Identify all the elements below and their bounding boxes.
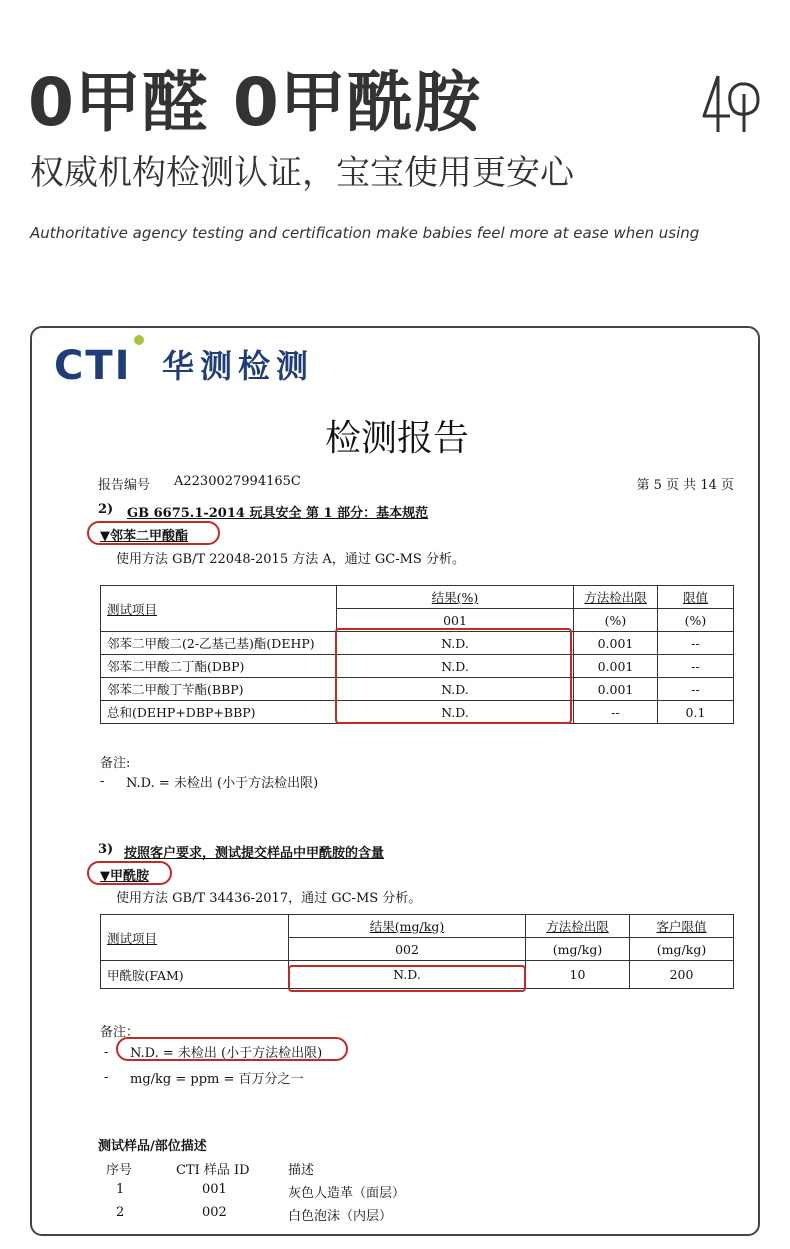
row-item: 甲酰胺(FAM)	[101, 961, 289, 989]
highlight-oval	[116, 1037, 348, 1061]
sample-row-index: 2	[116, 1205, 125, 1220]
col-sample-id: 002	[289, 938, 526, 961]
row-item: 邻苯二甲酸二丁酯(DBP)	[101, 655, 337, 678]
section2-heading: GB 6675.1-2014 玩具安全 第 1 部分：基本规范	[127, 506, 429, 521]
samples-col-index: 序号	[106, 1163, 133, 1178]
section3-method: 使用方法 GB/T 34436-2017，通过 GC-MS 分析。	[116, 891, 422, 906]
col-mdl-unit: (%)	[574, 609, 658, 632]
col-limit-unit: (mg/kg)	[630, 938, 734, 961]
section3-note-2: mg/kg = ppm = 百万分之一	[130, 1072, 304, 1087]
note-dash: -	[100, 774, 105, 789]
samples-col-desc: 描述	[288, 1163, 315, 1178]
col-sample-id: 001	[337, 609, 574, 632]
sample-row-index: 1	[116, 1182, 125, 1197]
page-indicator: 第 5 页 共 14 页	[636, 478, 734, 493]
samples-col-id: CTI 样品 ID	[176, 1163, 250, 1178]
col-mdl-unit: (mg/kg)	[526, 938, 630, 961]
sample-row-desc: 灰色人造革（面层）	[288, 1186, 406, 1201]
col-result: 结果(%)	[337, 586, 574, 609]
row-mdl: 0.001	[574, 632, 658, 655]
cti-logo-text: CTI	[54, 343, 132, 389]
section2-note: N.D. = 未检出 (小于方法检出限)	[126, 776, 319, 791]
samples-heading: 测试样品/部位描述	[98, 1139, 207, 1154]
section2-method: 使用方法 GB/T 22048-2015 方法 A，通过 GC-MS 分析。	[116, 552, 465, 567]
col-limit: 限值	[658, 586, 734, 609]
row-result: N.D.	[337, 701, 574, 724]
section3-note-1: N.D. = 未检出 (小于方法检出限)	[130, 1046, 323, 1061]
row-limit: 200	[630, 961, 734, 989]
row-item: 总和(DEHP+DBP+BBP)	[101, 701, 337, 724]
row-mdl: 10	[526, 961, 630, 989]
report-title: 检测报告	[324, 418, 469, 459]
subtitle: 权威机构检测认证，宝宝使用更安心	[30, 153, 574, 193]
highlight-oval	[87, 521, 220, 545]
row-mdl: 0.001	[574, 655, 658, 678]
report-card	[30, 326, 760, 1236]
col-item: 测试项目	[101, 586, 337, 632]
sample-row-id: 001	[202, 1182, 227, 1197]
col-limit: 客户限值	[630, 915, 734, 938]
col-item: 测试项目	[101, 915, 289, 961]
headline: 0甲醛 0甲酰胺	[28, 64, 481, 141]
sample-row-desc: 白色泡沫（内层）	[288, 1209, 393, 1224]
col-mdl: 方法检出限	[574, 586, 658, 609]
english-tagline: Authoritative agency testing and certification make babies feel more at ease when using	[30, 224, 700, 242]
report-number: A2230027994165C	[174, 474, 301, 489]
row-item: 邻苯二甲酸二(2-乙基己基)酯(DEHP)	[101, 632, 337, 655]
col-result: 结果(mg/kg)	[289, 915, 526, 938]
row-mdl: --	[574, 701, 658, 724]
cti-logo-cn: 华测检测	[162, 347, 315, 385]
section2-subheading: ▼邻苯二甲酸酯	[100, 529, 188, 544]
row-result: N.D.	[337, 678, 574, 701]
highlight-oval	[87, 861, 172, 885]
report-number-label: 报告编号	[98, 478, 151, 493]
row-result: N.D.	[337, 655, 574, 678]
result-highlight-box	[288, 965, 526, 992]
sample-row-id: 002	[202, 1205, 227, 1220]
logo-dot	[134, 335, 144, 345]
section2-note-label: 备注:	[100, 756, 131, 771]
note-dash: -	[104, 1070, 109, 1085]
row-limit: --	[658, 632, 734, 655]
tree-logo-icon	[700, 72, 762, 136]
section2-index: 2)	[98, 502, 114, 517]
row-mdl: 0.001	[574, 678, 658, 701]
row-result: N.D.	[289, 961, 526, 989]
section3-index: 3)	[98, 842, 114, 857]
row-result: N.D.	[337, 632, 574, 655]
result-highlight-box	[335, 628, 572, 724]
col-limit-unit: (%)	[658, 609, 734, 632]
row-limit: 0.1	[658, 701, 734, 724]
section3-subheading: ▼甲酰胺	[100, 869, 149, 884]
section3-note-label: 备注：	[100, 1025, 140, 1040]
note-dash: -	[104, 1045, 109, 1060]
row-item: 邻苯二甲酸丁苄酯(BBP)	[101, 678, 337, 701]
cti-logo	[54, 338, 334, 388]
section3-heading: 按照客户要求，测试提交样品中甲酰胺的含量	[124, 846, 385, 861]
row-limit: --	[658, 655, 734, 678]
row-limit: --	[658, 678, 734, 701]
col-mdl: 方法检出限	[526, 915, 630, 938]
